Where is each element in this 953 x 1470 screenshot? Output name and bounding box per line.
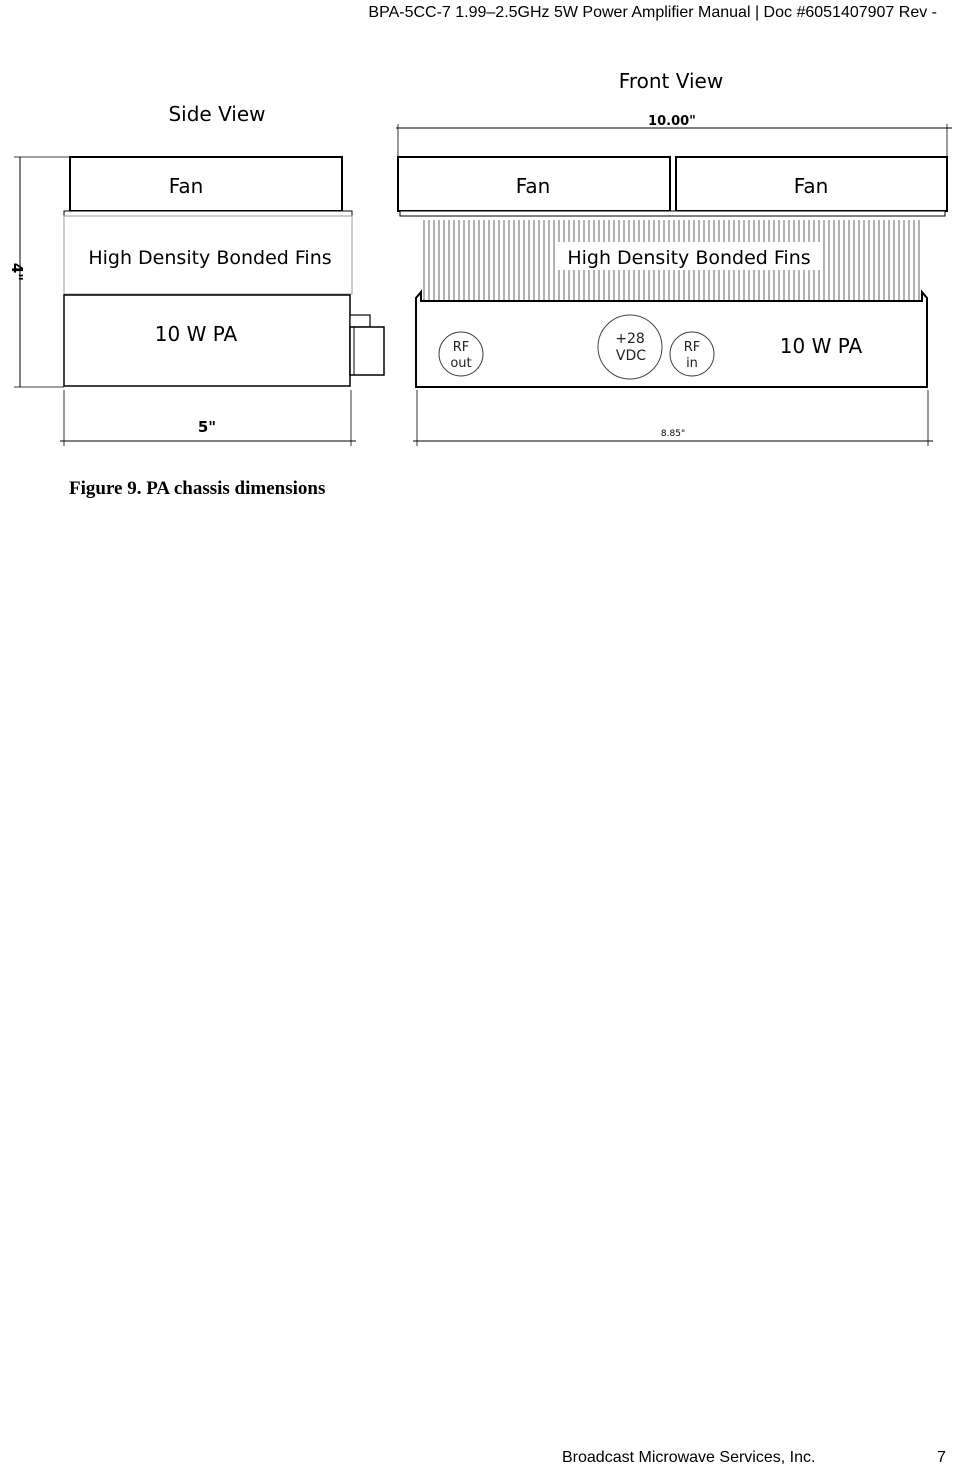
- rf-in-line2: in: [686, 356, 698, 371]
- rf-out-line2: out: [450, 356, 472, 371]
- front-width-label: 10.00": [648, 114, 696, 129]
- side-fan-label: Fan: [168, 174, 204, 198]
- side-fan-box: [70, 157, 342, 211]
- power-line1: +28: [615, 331, 645, 347]
- front-base-label: 8.85": [660, 429, 686, 439]
- side-fins-label: High Density Bonded Fins: [88, 247, 332, 269]
- front-view: [396, 69, 952, 446]
- connector-power: [598, 315, 662, 379]
- front-fins-label: High Density Bonded Fins: [567, 247, 811, 269]
- rf-in-line1: RF: [683, 340, 701, 355]
- rf-out-line1: RF: [452, 340, 470, 355]
- side-width-label: 5": [197, 418, 217, 436]
- chassis-dimensions-figure: [0, 60, 953, 460]
- footer-company: Broadcast Microwave Services, Inc.: [562, 1449, 816, 1466]
- side-view: [8, 102, 384, 446]
- page-header: BPA-5CC-7 1.99–2.5GHz 5W Power Amplifier Manual | Doc #6051407907 Rev -: [368, 4, 937, 21]
- side-connector-top: [350, 315, 370, 327]
- power-connector-icon: [598, 315, 662, 379]
- connector-rf-out: [439, 332, 483, 376]
- front-fan-left-label: Fan: [515, 174, 551, 198]
- front-pa-label: 10 W PA: [779, 334, 863, 358]
- connector-rf-in: [670, 332, 714, 376]
- front-view-title: Front View: [618, 69, 724, 93]
- front-fan-right-label: Fan: [793, 174, 829, 198]
- footer-page-number: 7: [937, 1449, 946, 1466]
- side-connector-body: [350, 327, 384, 375]
- side-view-title: Side View: [168, 102, 266, 126]
- side-pa-label: 10 W PA: [154, 322, 238, 346]
- power-line2: VDC: [615, 348, 647, 364]
- chassis-drawing: [0, 60, 953, 460]
- figure-caption: Figure 9. PA chassis dimensions: [69, 478, 326, 499]
- side-height-label: 4": [8, 262, 26, 282]
